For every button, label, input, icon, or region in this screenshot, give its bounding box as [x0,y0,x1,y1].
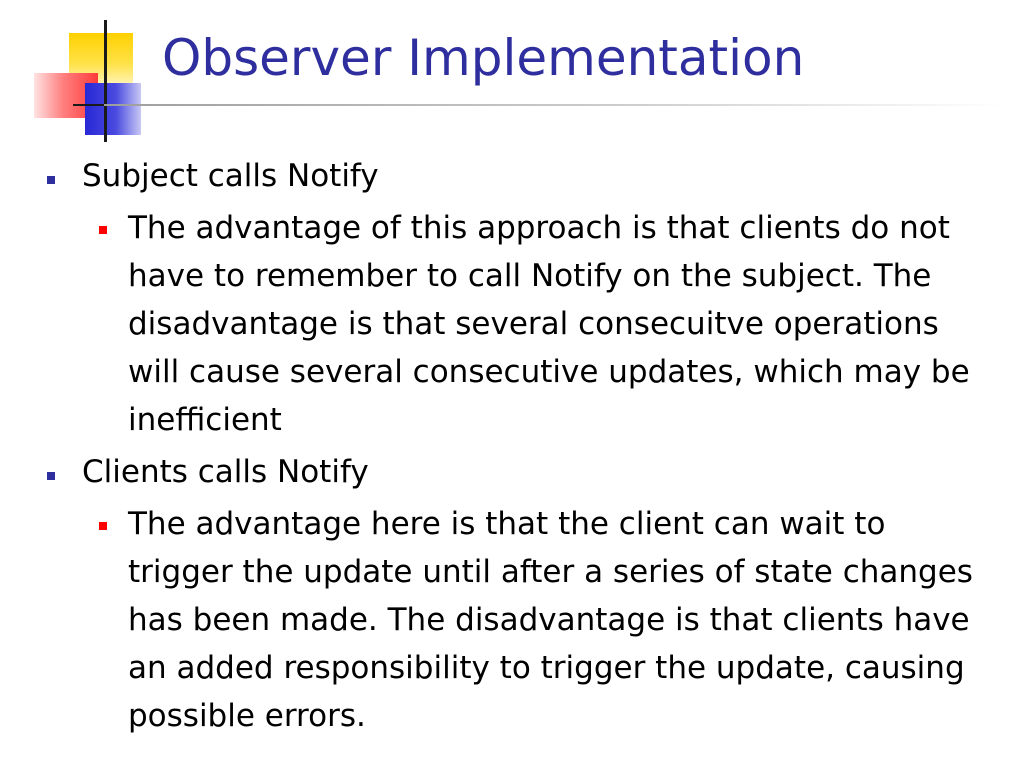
bullet-level1-subject-calls-notify [82,152,1024,200]
square-bullet-icon [99,522,107,530]
bullet-text: The advantage here is that the client can wait to trigger the update until after a series of state changes has been made. The disadvantage is that clients have an added responsibility to trigger the update, causing possible errors. [128,506,973,734]
bullet-text: Clients calls Notify [82,454,369,490]
title-divider [104,104,1004,106]
slide-title: Observer Implementation [162,29,805,87]
slide-body [0,152,1024,744]
square-bullet-icon [47,472,55,480]
bullet-text: Subject calls Notify [82,158,379,194]
square-bullet-icon [47,176,55,184]
bullet-level2-subject-notify-detail [128,204,978,444]
logo-blue-square [85,83,141,135]
decorative-logo [0,0,180,150]
logo-vertical-line [104,20,107,142]
square-bullet-icon [99,226,107,234]
bullet-level1-clients-calls-notify [82,448,1024,496]
bullet-text: The advantage of this approach is that clients do not have to remember to call Notify on the subject. The disadvantage is that several consecuitve operations will cause several consecutive updates, which may be inefficient [128,210,970,438]
bullet-level2-clients-notify-detail [128,500,978,740]
